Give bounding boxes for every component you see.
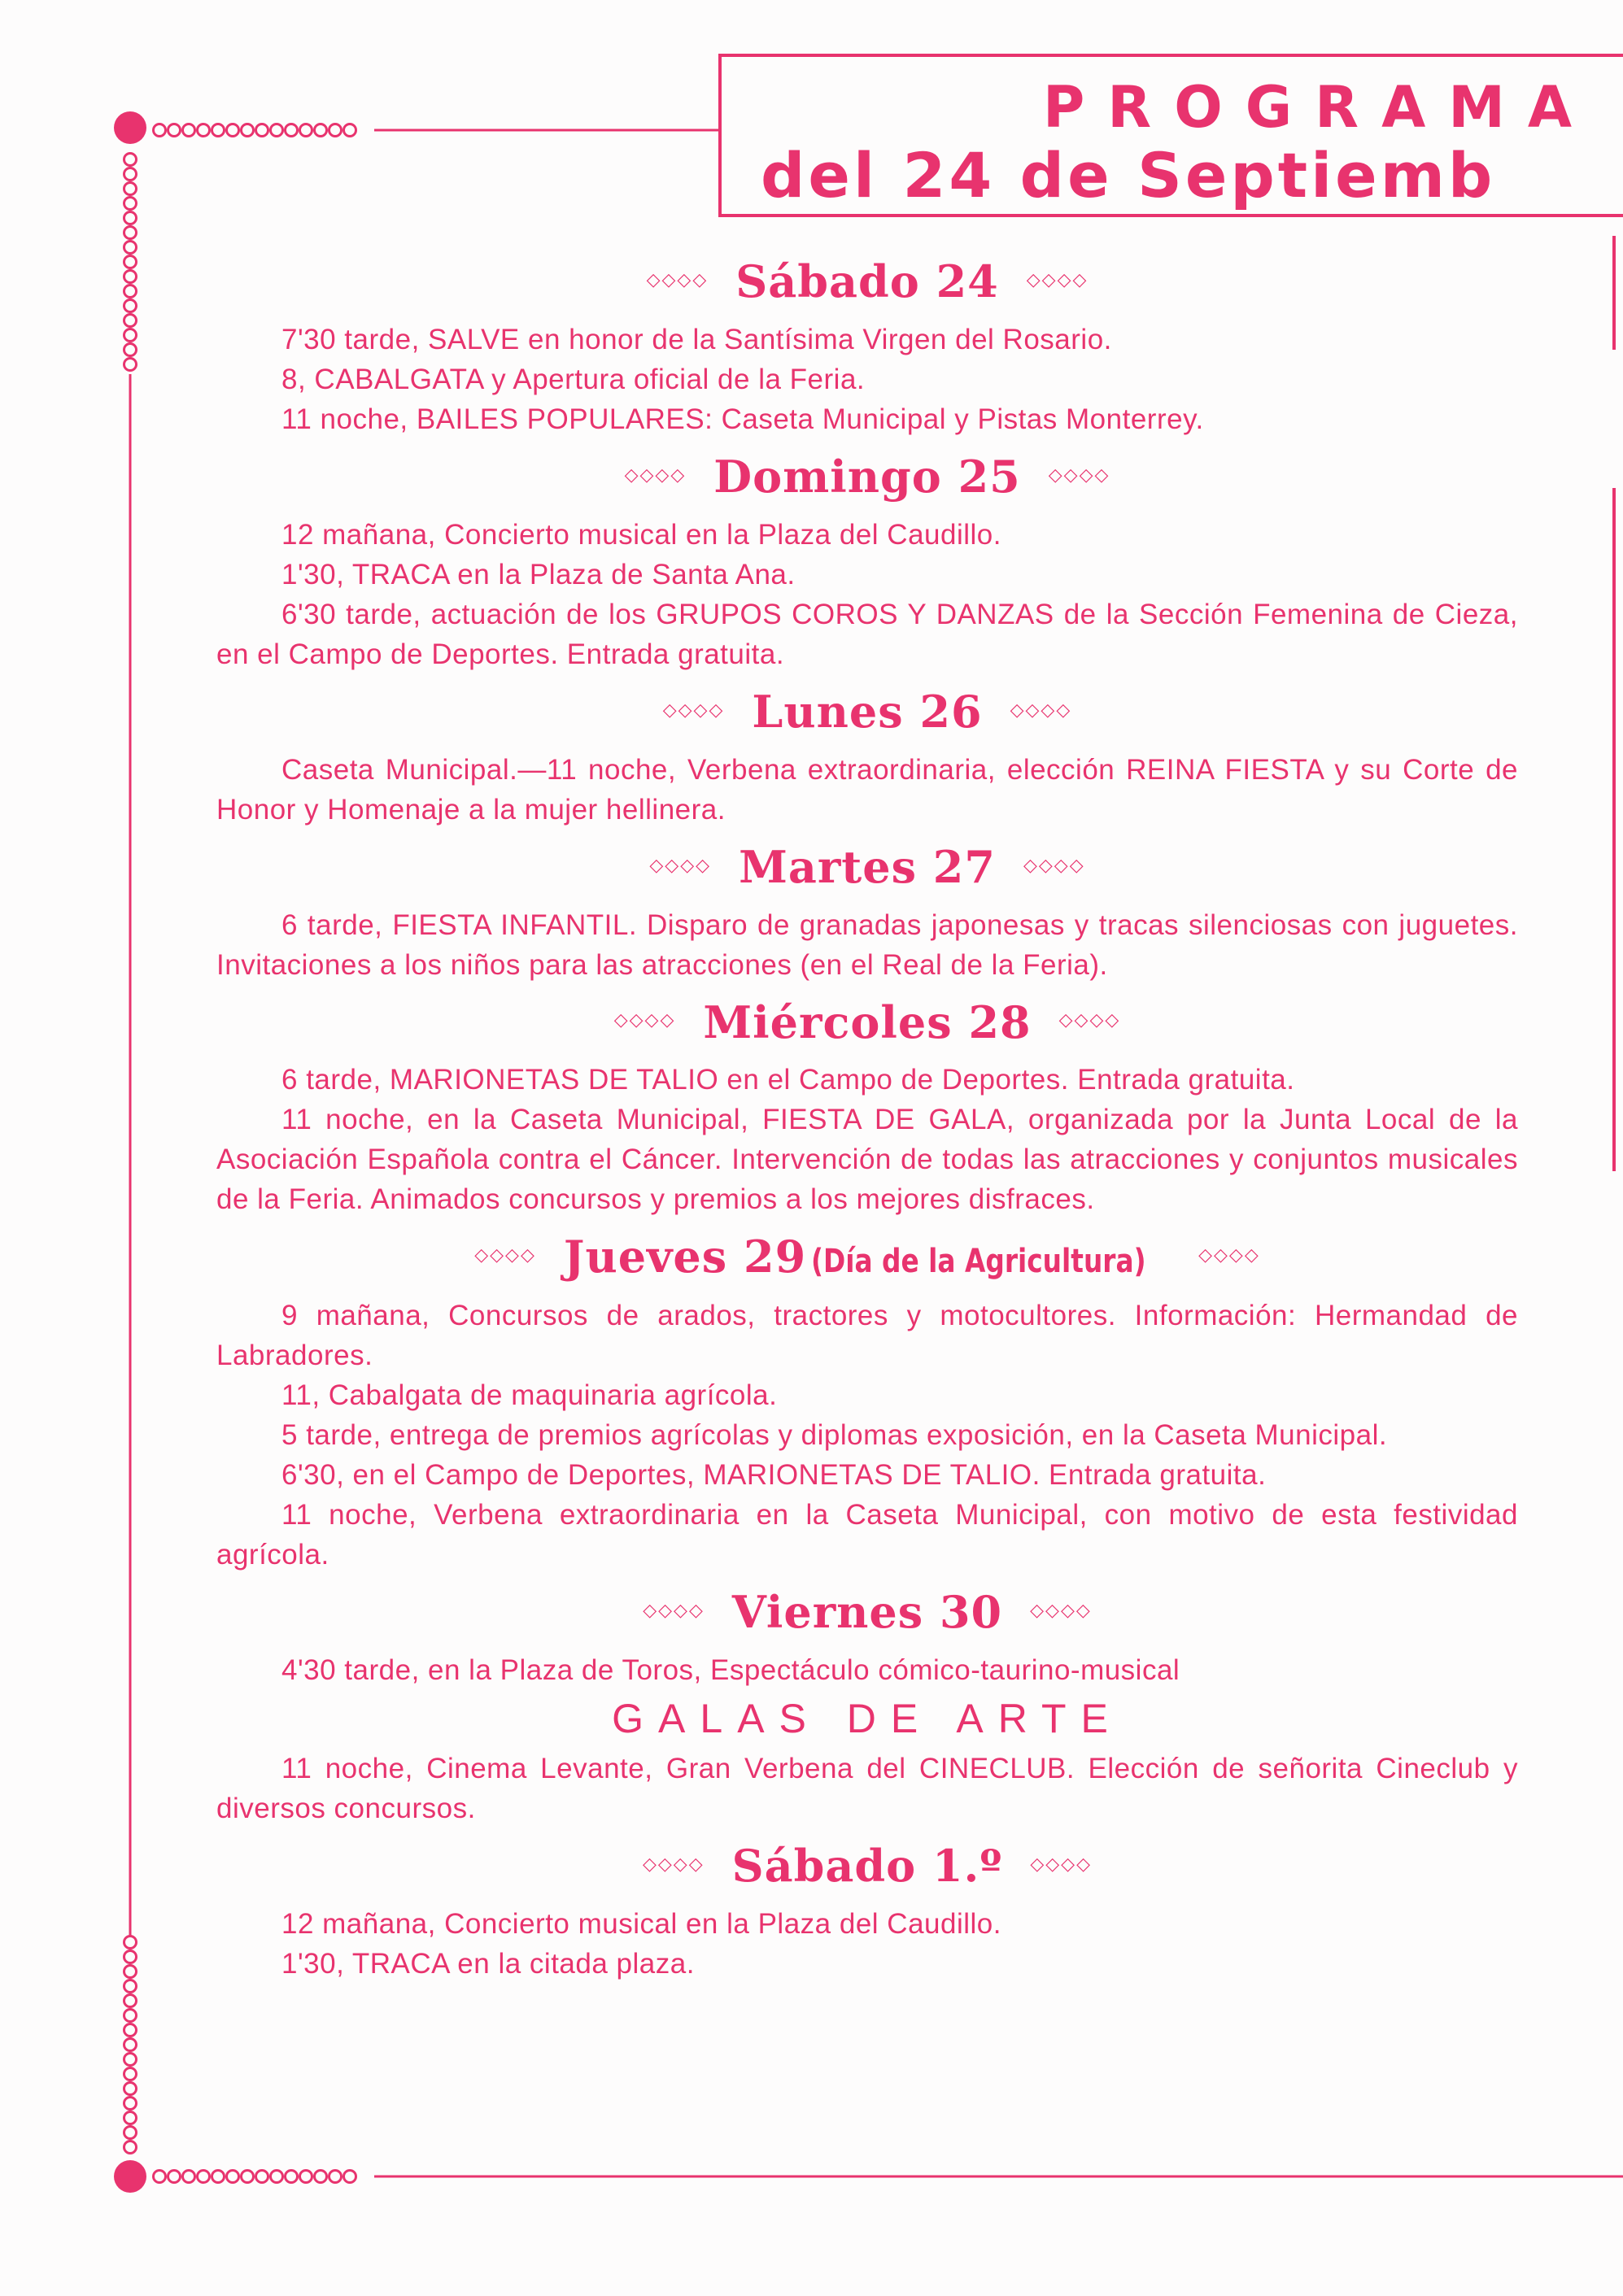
frame-dot: [124, 2141, 137, 2154]
ornament-diamonds: ◇◇◇◇: [662, 699, 725, 721]
frame-dot: [124, 1937, 137, 1949]
title-line-1: PROGRAMA: [1043, 74, 1595, 141]
program-item: 1'30, TRACA en la Plaza de Santa Ana.: [281, 558, 796, 590]
frame-dot: [286, 2171, 298, 2183]
frame-dot: [124, 271, 137, 283]
frame-dot: [124, 183, 137, 195]
frame-dot: [242, 2171, 254, 2183]
frame-dot: [124, 198, 137, 210]
day-section-lunes-26: [216, 686, 1518, 830]
day-section-domingo-25: [216, 451, 1518, 674]
day-heading: [216, 1231, 1518, 1287]
right-border-line: [1612, 488, 1616, 1171]
ornament-diamonds: ◇◇◇◇: [624, 464, 687, 486]
ornament-diamonds: ◇◇◇◇: [1198, 1245, 1260, 1266]
day-title: Jueves 29: [563, 1231, 807, 1283]
day-section-miercoles-28: [216, 996, 1518, 1220]
frame-dot: [124, 1995, 137, 2007]
frame-dot: [271, 124, 283, 137]
frame-dot: [124, 285, 137, 298]
day-title: Martes 27: [739, 840, 996, 893]
frame-dot: [124, 2054, 137, 2066]
frame-dot: [315, 124, 327, 137]
frame-dot: [124, 1980, 137, 1993]
frame-dot: [154, 124, 166, 137]
frame-dot: [329, 124, 342, 137]
frame-dot: [124, 2010, 137, 2022]
frame-dot: [183, 2171, 195, 2183]
frame-dot: [242, 124, 254, 137]
frame-dot: [271, 2171, 283, 2183]
ornament-diamonds: ◇◇◇◇: [1058, 1010, 1121, 1031]
frame-dot: [124, 2068, 137, 2080]
day-title: Lunes 26: [752, 685, 983, 738]
frame-dot: [256, 124, 268, 137]
frame-dot: [344, 2171, 356, 2183]
show-title: GALAS DE ARTE: [612, 1696, 1123, 1742]
day-subtitle: (Día de la Agricultura): [811, 1243, 1146, 1281]
day-heading: [216, 451, 1518, 507]
frame-dot: [124, 344, 137, 356]
ornament-diamonds: ◇◇◇◇: [474, 1245, 536, 1266]
frame-dot: [300, 2171, 312, 2183]
ornament-diamonds: ◇◇◇◇: [1048, 464, 1110, 486]
program-item: 7'30 tarde, SALVE en honor de la Santísima Virgen del Rosario.: [281, 323, 1112, 355]
frame-dot: [227, 2171, 239, 2183]
frame-dot: [344, 124, 356, 137]
frame-dot: [154, 2171, 166, 2183]
frame-dot: [286, 124, 298, 137]
frame-dot: [256, 2171, 268, 2183]
frame-dot: [300, 124, 312, 137]
program-item: 9 mañana, Concursos de arados, tractores y motocultores. Información: Hermandad de Labradores.: [216, 1300, 1518, 1372]
frame-dot: [329, 2171, 342, 2183]
frame-dot: [124, 168, 137, 181]
ornament-diamonds: ◇◇◇◇: [642, 1854, 705, 1876]
ornament-diamonds: ◇◇◇◇: [646, 269, 709, 290]
frame-dot: [124, 2112, 137, 2124]
frame-dot: [227, 124, 239, 137]
frame-dot: [124, 227, 137, 239]
frame-dot: [212, 124, 225, 137]
day-section-sabado-24: [216, 255, 1518, 439]
frame-dot: [124, 2039, 137, 2051]
frame-dot: [124, 315, 137, 327]
program-item: 6 tarde, MARIONETAS DE TALIO en el Campo de Deportes. Entrada gratuita.: [281, 1064, 1295, 1096]
ornament-diamonds: ◇◇◇◇: [643, 1601, 705, 1622]
ornament-diamonds: ◇◇◇◇: [1023, 855, 1085, 876]
title-line-2: del 24 de Septiemb: [761, 139, 1496, 211]
right-border-line: [1612, 236, 1616, 350]
ornament-diamonds: ◇◇◇◇: [1010, 699, 1072, 721]
frame-dot: [168, 2171, 181, 2183]
program-item: 11, Cabalgata de maquinaria agrícola.: [281, 1379, 778, 1412]
program-item: 11 noche, en la Caseta Municipal, FIESTA DE GALA, organizada por la Junta Local de la Asociación Española contra el Cáncer. Intervención de todas las atracciones y conjuntos musicales de la Feria. Animados concursos y premios a los mejores disfraces.: [216, 1104, 1518, 1216]
frame-dot: [183, 124, 195, 137]
frame-dot: [124, 329, 137, 342]
program-item: Caseta Municipal.—11 noche, Verbena extraordinaria, elección REINA FIESTA y su Corte de Honor y Homenaje a la mujer hellinera.: [216, 753, 1518, 826]
day-heading: [216, 686, 1518, 742]
frame-dot: [124, 1951, 137, 1963]
frame-dot: [124, 2024, 137, 2037]
program-item: 11 noche, Cinema Levante, Gran Verbena del CINECLUB. Elección de señorita Cineclub y diversos concursos.: [216, 1753, 1518, 1825]
day-section-sabado-1: [216, 1840, 1518, 1984]
program-item: 8, CABALGATA y Apertura oficial de la Feria.: [281, 363, 866, 395]
frame-dot: [198, 124, 210, 137]
program-item: 12 mañana, Concierto musical en la Plaza del Caudillo.: [281, 518, 1001, 551]
day-heading: [216, 996, 1518, 1052]
frame-dot: [212, 2171, 225, 2183]
program-item: 11 noche, Verbena extraordinaria en la Caseta Municipal, con motivo de esta festividad agrícola.: [216, 1499, 1518, 1571]
program-item: 6'30 tarde, actuación de los GRUPOS COROS Y DANZAS de la Sección Femenina de Cieza, en el Campo de Deportes. Entrada gratuita.: [216, 598, 1518, 670]
ornament-diamonds: ◇◇◇◇: [649, 855, 712, 876]
day-title: Domingo 25: [713, 450, 1021, 503]
frame-dot: [124, 2083, 137, 2095]
program-item: 4'30 tarde, en la Plaza de Toros, Espectáculo cómico-taurino-musical: [281, 1654, 1180, 1687]
frame-dot: [124, 1966, 137, 1978]
program-item: 11 noche, BAILES POPULARES: Caseta Municipal y Pistas Monterrey.: [281, 403, 1204, 435]
day-title: Sábado 24: [735, 255, 999, 307]
frame-dot: [168, 124, 181, 137]
frame-dot: [124, 256, 137, 268]
day-title: Viernes 30: [731, 1586, 1003, 1639]
frame-dot: [198, 2171, 210, 2183]
program-item: 12 mañana, Concierto musical en la Plaza del Caudillo.: [281, 1908, 1001, 1941]
day-title: Sábado 1.º: [731, 1840, 1003, 1893]
day-heading: [216, 841, 1518, 897]
frame-dot: [124, 2098, 137, 2110]
day-heading: [216, 1586, 1518, 1642]
day-section-jueves-29: [216, 1231, 1518, 1575]
program-content: [216, 244, 1518, 1984]
frame-dot: [124, 300, 137, 312]
program-item: 5 tarde, entrega de premios agrícolas y diplomas exposición, en la Caseta Municipal.: [281, 1419, 1388, 1452]
frame-dot: [124, 2127, 137, 2139]
day-heading: [216, 1840, 1518, 1896]
program-item: 1'30, TRACA en la citada plaza.: [281, 1948, 695, 1980]
ornament-diamonds: ◇◇◇◇: [1026, 269, 1089, 290]
frame-dot: [124, 154, 137, 166]
day-section-viernes-30: [216, 1586, 1518, 1828]
frame-dot: [315, 2171, 327, 2183]
ornament-diamonds: ◇◇◇◇: [613, 1010, 676, 1031]
frame-dot: [124, 242, 137, 254]
program-item: 6'30, en el Campo de Deportes, MARIONETAS DE TALIO. Entrada gratuita.: [281, 1459, 1267, 1492]
day-title: Miércoles 28: [703, 996, 1032, 1048]
program-item: 6 tarde, FIESTA INFANTIL. Disparo de granadas japonesas y tracas silenciosas con juguetes. Invitaciones a los niños para las atracciones (en el Real de la Feria).: [216, 908, 1518, 981]
day-section-martes-27: [216, 841, 1518, 985]
ornament-diamonds: ◇◇◇◇: [1030, 1601, 1092, 1622]
frame-dot: [124, 359, 137, 371]
title-box: [718, 54, 1623, 217]
ornament-diamonds: ◇◇◇◇: [1030, 1854, 1093, 1876]
day-heading: [216, 255, 1518, 312]
frame-dot: [124, 212, 137, 224]
